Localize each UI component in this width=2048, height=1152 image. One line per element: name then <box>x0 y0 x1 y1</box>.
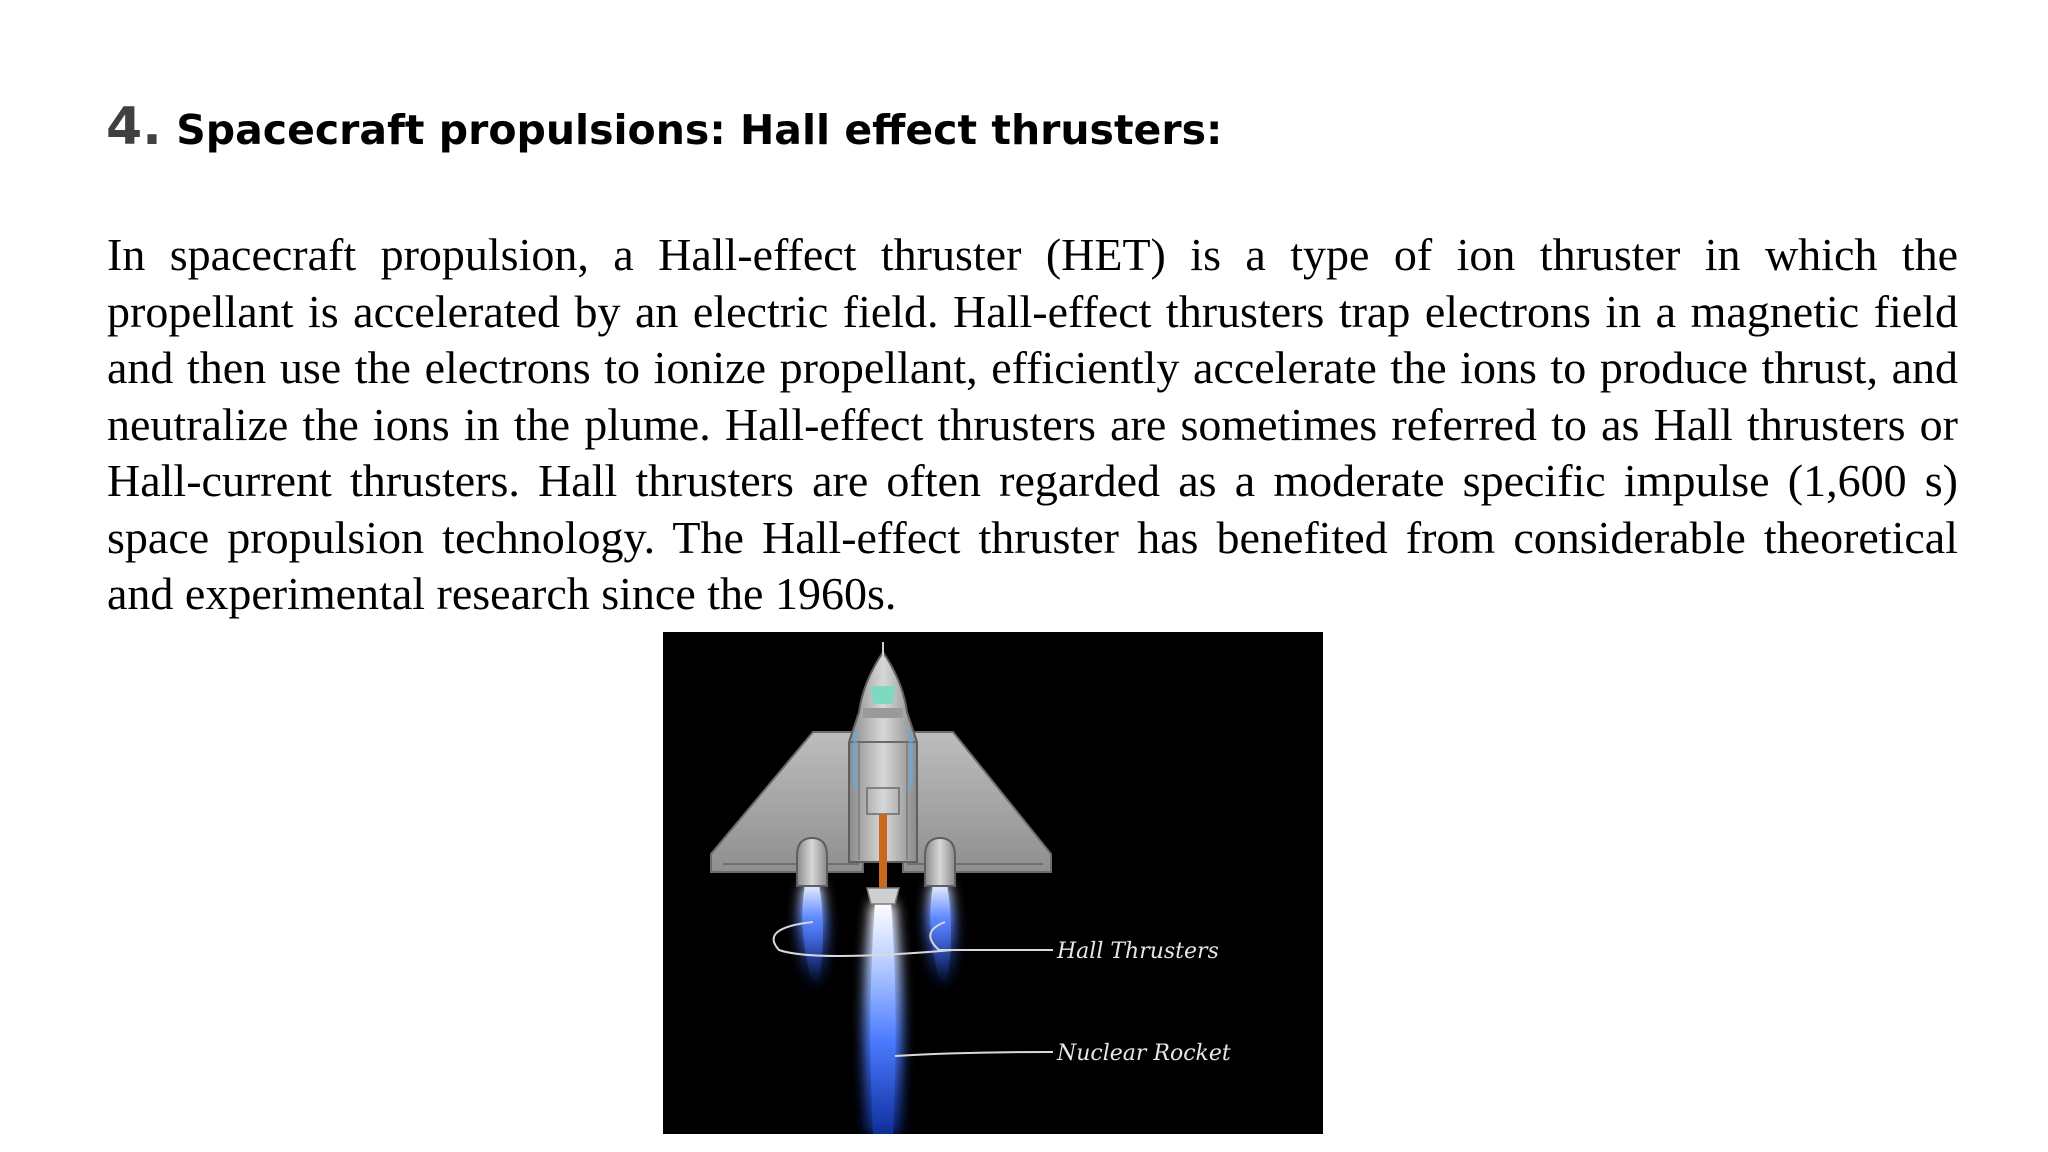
cockpit-window <box>871 686 895 704</box>
label-hall-thrusters: Hall Thrusters <box>1057 939 1219 964</box>
reactor-core <box>879 814 887 888</box>
spacecraft-illustration <box>663 632 1323 1134</box>
spacecraft-figure <box>663 632 1323 1134</box>
label-nuclear-rocket: Nuclear Rocket <box>1057 1041 1231 1066</box>
nuclear-leader <box>895 1052 1053 1056</box>
heading-title: Spacecraft propulsions: Hall effect thrusters: <box>176 106 1223 154</box>
left-wing <box>711 732 863 872</box>
slide-heading <box>106 96 1222 158</box>
body-paragraph: In spacecraft propulsion, a Hall-effect thruster (HET) is a type of ion thruster in which the propellant is accelerated by an electric field. Hall-effect thrusters trap electrons in a magnetic field and then use the electrons to ionize propellant, efficiently accelerate the ions to produce thrust, and neutralize the ions in the plume. Hall-effect thrusters are sometimes referred to as Hall thrusters or Hall-current thrusters. Hall thrusters are often regarded as a moderate specific impulse (1,600 s) space propulsion technology. The Hall-effect thruster has benefited from considerable theoretical and experimental research since the 1960s. <box>107 229 1958 619</box>
heading-number: 4. <box>106 97 162 157</box>
main-nozzle <box>867 888 899 904</box>
right-engine-pod <box>925 838 955 886</box>
left-engine-pod <box>797 838 827 886</box>
